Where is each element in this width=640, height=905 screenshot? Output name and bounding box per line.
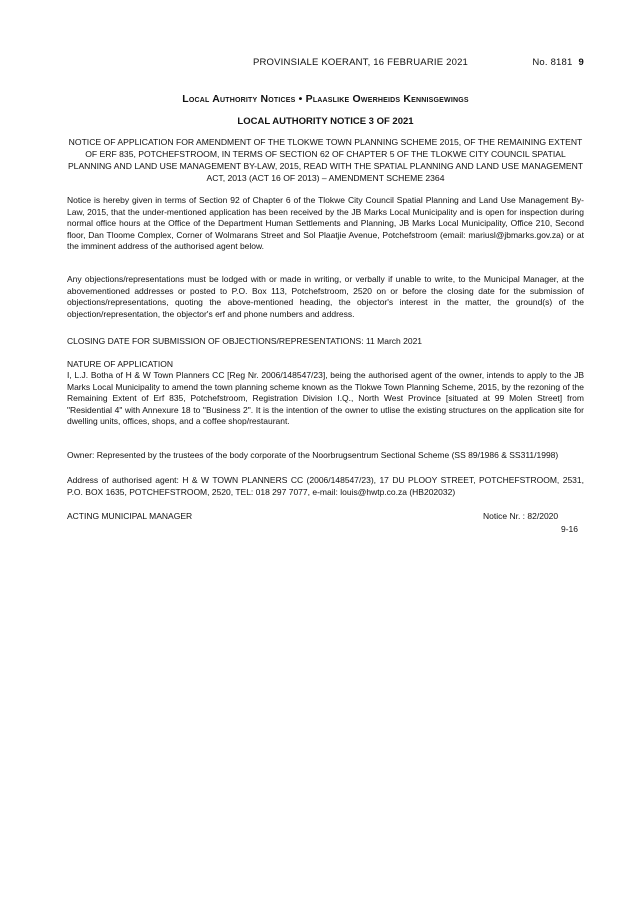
objections-paragraph: Any objections/representations must be lodged with or made in writing, or verbally if unable to write, to the Municipal Manager, at the abovementioned addresses or posted to P.O. Box 113, Potchefstroom, 2520 on or before the closing date for the submission of objections/representations, quoting the above-mentioned heading, the objector's interest in the matter, the ground(s) of the objection/representation, the objector's erf and phone numbers and address.	[67, 274, 584, 319]
notice-title: LOCAL AUTHORITY NOTICE 3 OF 2021	[237, 116, 414, 127]
section-title: Local Authority Notices • Plaaslike Owerheids Kennisgewings	[182, 93, 469, 105]
issue-number: No. 8181	[532, 57, 573, 68]
running-header	[67, 57, 584, 71]
signatory-title: ACTING MUNICIPAL MANAGER	[67, 511, 193, 521]
notice-number: Notice Nr. : 82/2020	[483, 511, 559, 521]
notice-reference: 9-16	[560, 524, 578, 534]
owner-paragraph: Owner: Represented by the trustees of the body corporate of the Noorbrugsentrum Sectional Scheme (SS 89/1986 & SS311/1998)	[67, 450, 559, 460]
issue-page-number	[532, 57, 584, 68]
nature-paragraph: I, L.J. Botha of H & W Town Planners CC [Reg Nr. 2006/148547/23], being the authorised agent of the owner, intends to apply to the JB Marks Local Municipality to amend the town planning scheme known as the Tlokwe Town Planning Scheme, 2015, by the rezoning of the Remaining Extent of Erf 835, Potchefstroom, Registration Division I.Q., North West Province [situated at 99 Molen Street] from "Residential 4" with Annexure 18 to "Business 2". It is the intention of the owner to utlise the existing structures on the application site for dwelling units, offices, shops, and a coffee shop/restaurant.	[67, 370, 584, 426]
gazette-name-date: PROVINSIALE KOERANT, 16 FEBRUARIE 2021	[252, 57, 469, 68]
page-number: 9	[578, 57, 584, 68]
notice-heading: NOTICE OF APPLICATION FOR AMENDMENT OF THE TLOKWE TOWN PLANNING SCHEME 2015, OF THE REMAINING EXTENT OF ERF 835, POTCHEFSTROOM, IN TERMS OF SECTION 62 OF CHAPTER 5 OF THE TLOKWE CITY COUNCIL SPATIAL PLANNING AND LAND USE MANAGEMENT BY-LAW, 2015, READ WITH THE SPATIAL PLANNING AND LAND USE MANAGEMENT ACT, 2013 (ACT 16 OF 2013) – AMENDMENT SCHEME 2364	[67, 137, 584, 183]
closing-date: CLOSING DATE FOR SUBMISSION OF OBJECTIONS/REPRESENTATIONS: 11 March 2021	[67, 336, 423, 346]
signature-row	[67, 511, 584, 523]
agent-address: Address of authorised agent: H & W TOWN PLANNERS CC (2006/148547/23), 17 DU PLOOY STREET, POTCHEFSTROOM, 2531, P.O. BOX 1635, POTCHEFSTROOM, 2520, TEL: 018 297 7077, e-mail: louis@hwtp.co.za (HB202032)	[67, 475, 584, 497]
nature-label: NATURE OF APPLICATION	[67, 359, 173, 369]
notice-paragraph: Notice is hereby given in terms of Section 92 of Chapter 6 of the Tlokwe City Council Spatial Planning and Land Use Management By-Law, 2015, that the under-mentioned application has been received by the JB Marks Local Municipality and is open for inspection during normal office hours at the Office of the Department Human Settlements and Planning, JB Marks Local Municipality, Office 210, Second floor, Dan Tloome Complex, Corner of Wolmarans Street and Sol Plaatjie Avenue, Potchefstroom (email: mariusl@jbmarks.gov.za) or at the imminent address of the authorised agent below.	[67, 195, 584, 251]
